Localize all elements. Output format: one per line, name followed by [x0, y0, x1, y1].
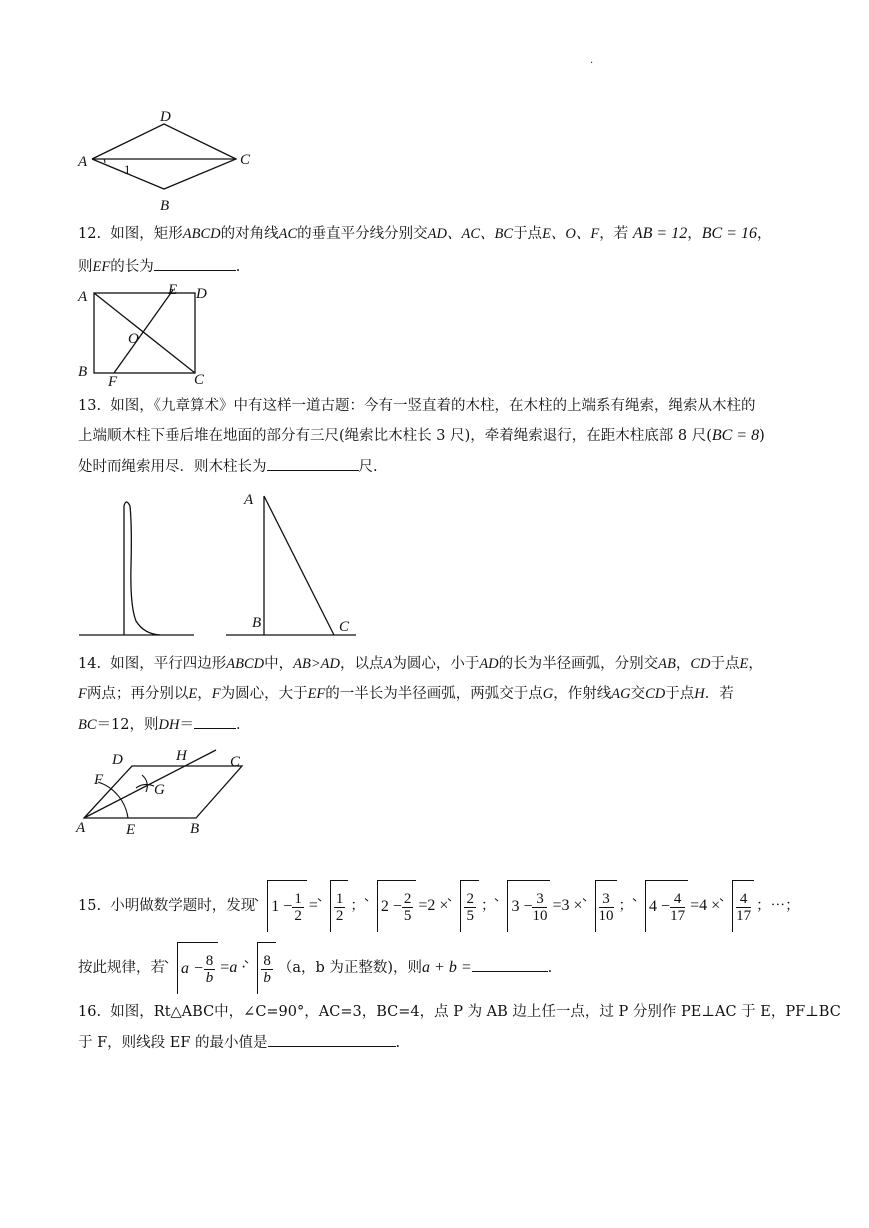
answer-blank[interactable] — [472, 957, 548, 972]
q15-line2: 按此规律，若 a − $\frac{8}{b}$ =a · $\frac{8}{b}$ （a，b 为正整数)，则a + b = . — [78, 942, 552, 992]
label-B: B — [78, 364, 88, 380]
label-A: A — [78, 154, 88, 170]
label-E: E — [126, 822, 136, 838]
label-D: D — [160, 109, 171, 125]
q13-line2: 上端顺木柱下垂后堆在地面的部分有三尺(绳索比木柱长 3 尺)，牵着绳索退行，在距木柱底部 8 尺(BC = 8) — [78, 427, 765, 444]
q16-line2: 于 F，则线段 EF 的最小值是 . — [78, 1032, 400, 1053]
q13-line1: 13. 如图，《九章算术》中有这样一道古题：今有一竖直着的木柱，在木柱的上端系有绳索，绳索从木柱的 — [78, 398, 756, 414]
label-O: O — [128, 331, 139, 347]
label-F: F — [108, 374, 118, 390]
label-A: A — [244, 492, 254, 508]
q12-line1: 12. 如图，矩形ABCD的对角线AC的垂直平分线分别交AD、AC、BC于点E、O、F，若 AB = 12，BC = 16， — [78, 225, 772, 242]
label-D: D — [112, 752, 123, 768]
q12-line2: 则EF的长为 . — [78, 256, 240, 277]
label-D: D — [196, 286, 207, 302]
label-G: G — [154, 782, 165, 798]
label-A: A — [78, 289, 88, 305]
answer-blank[interactable] — [154, 256, 236, 271]
figure-rhombus — [74, 104, 264, 214]
figure-parallelogram — [74, 742, 264, 838]
header-dot: . — [590, 55, 594, 66]
label-B: B — [190, 821, 200, 837]
answer-blank[interactable] — [267, 456, 359, 471]
figure-pillar-rope — [74, 486, 364, 641]
answer-blank[interactable] — [194, 714, 236, 729]
label-C: C — [240, 152, 251, 168]
q15-line1: 15. 小明做数学题时，发现 1 − $\frac{1}{2}$ = $\frac{1}{2}$ ； 2 − $\frac{2}{5}$ =2 × $\frac{2}{5}$ ； 3 − $\frac{3}{10}$ =3 × $\frac{3}{10}$ ； 4 − $\frac{4}{17}$ =4 × $\frac{4}{17}$ ；⋯； — [78, 880, 800, 930]
q14-line3: BC＝12，则DH＝ ． — [78, 714, 250, 735]
label-angle-1: 1 — [124, 162, 131, 177]
q13-line3: 处时而绳索用尽．则木柱长为 尺. — [78, 456, 378, 477]
label-B: B — [252, 615, 262, 631]
figure-rectangle — [74, 280, 224, 390]
q16-line1: 16. 如图，Rt△ABC中，∠C=90°，AC=3，BC=4，点 P 为 AB 边上任一点，过 P 分别作 PE⊥AC 于 E，PF⊥BC — [78, 1004, 841, 1020]
label-E: E — [168, 282, 178, 298]
label-F: F — [94, 772, 104, 788]
label-A: A — [76, 820, 86, 836]
label-C: C — [339, 619, 350, 635]
q14-line1: 14. 如图，平行四边形ABCD中，AB>AD，以点A为圆心，小于AD的长为半径画弧，分别交AB，CD于点E， — [78, 656, 763, 672]
label-C: C — [230, 754, 241, 770]
answer-blank[interactable] — [268, 1032, 396, 1047]
q14-line2: F两点；再分别以E，F为圆心，大于EF的一半长为半径画弧，两弧交于点G，作射线AG交CD于点H．若 — [78, 686, 734, 702]
label-H: H — [176, 748, 187, 764]
label-C: C — [194, 372, 205, 388]
label-B: B — [160, 198, 170, 214]
